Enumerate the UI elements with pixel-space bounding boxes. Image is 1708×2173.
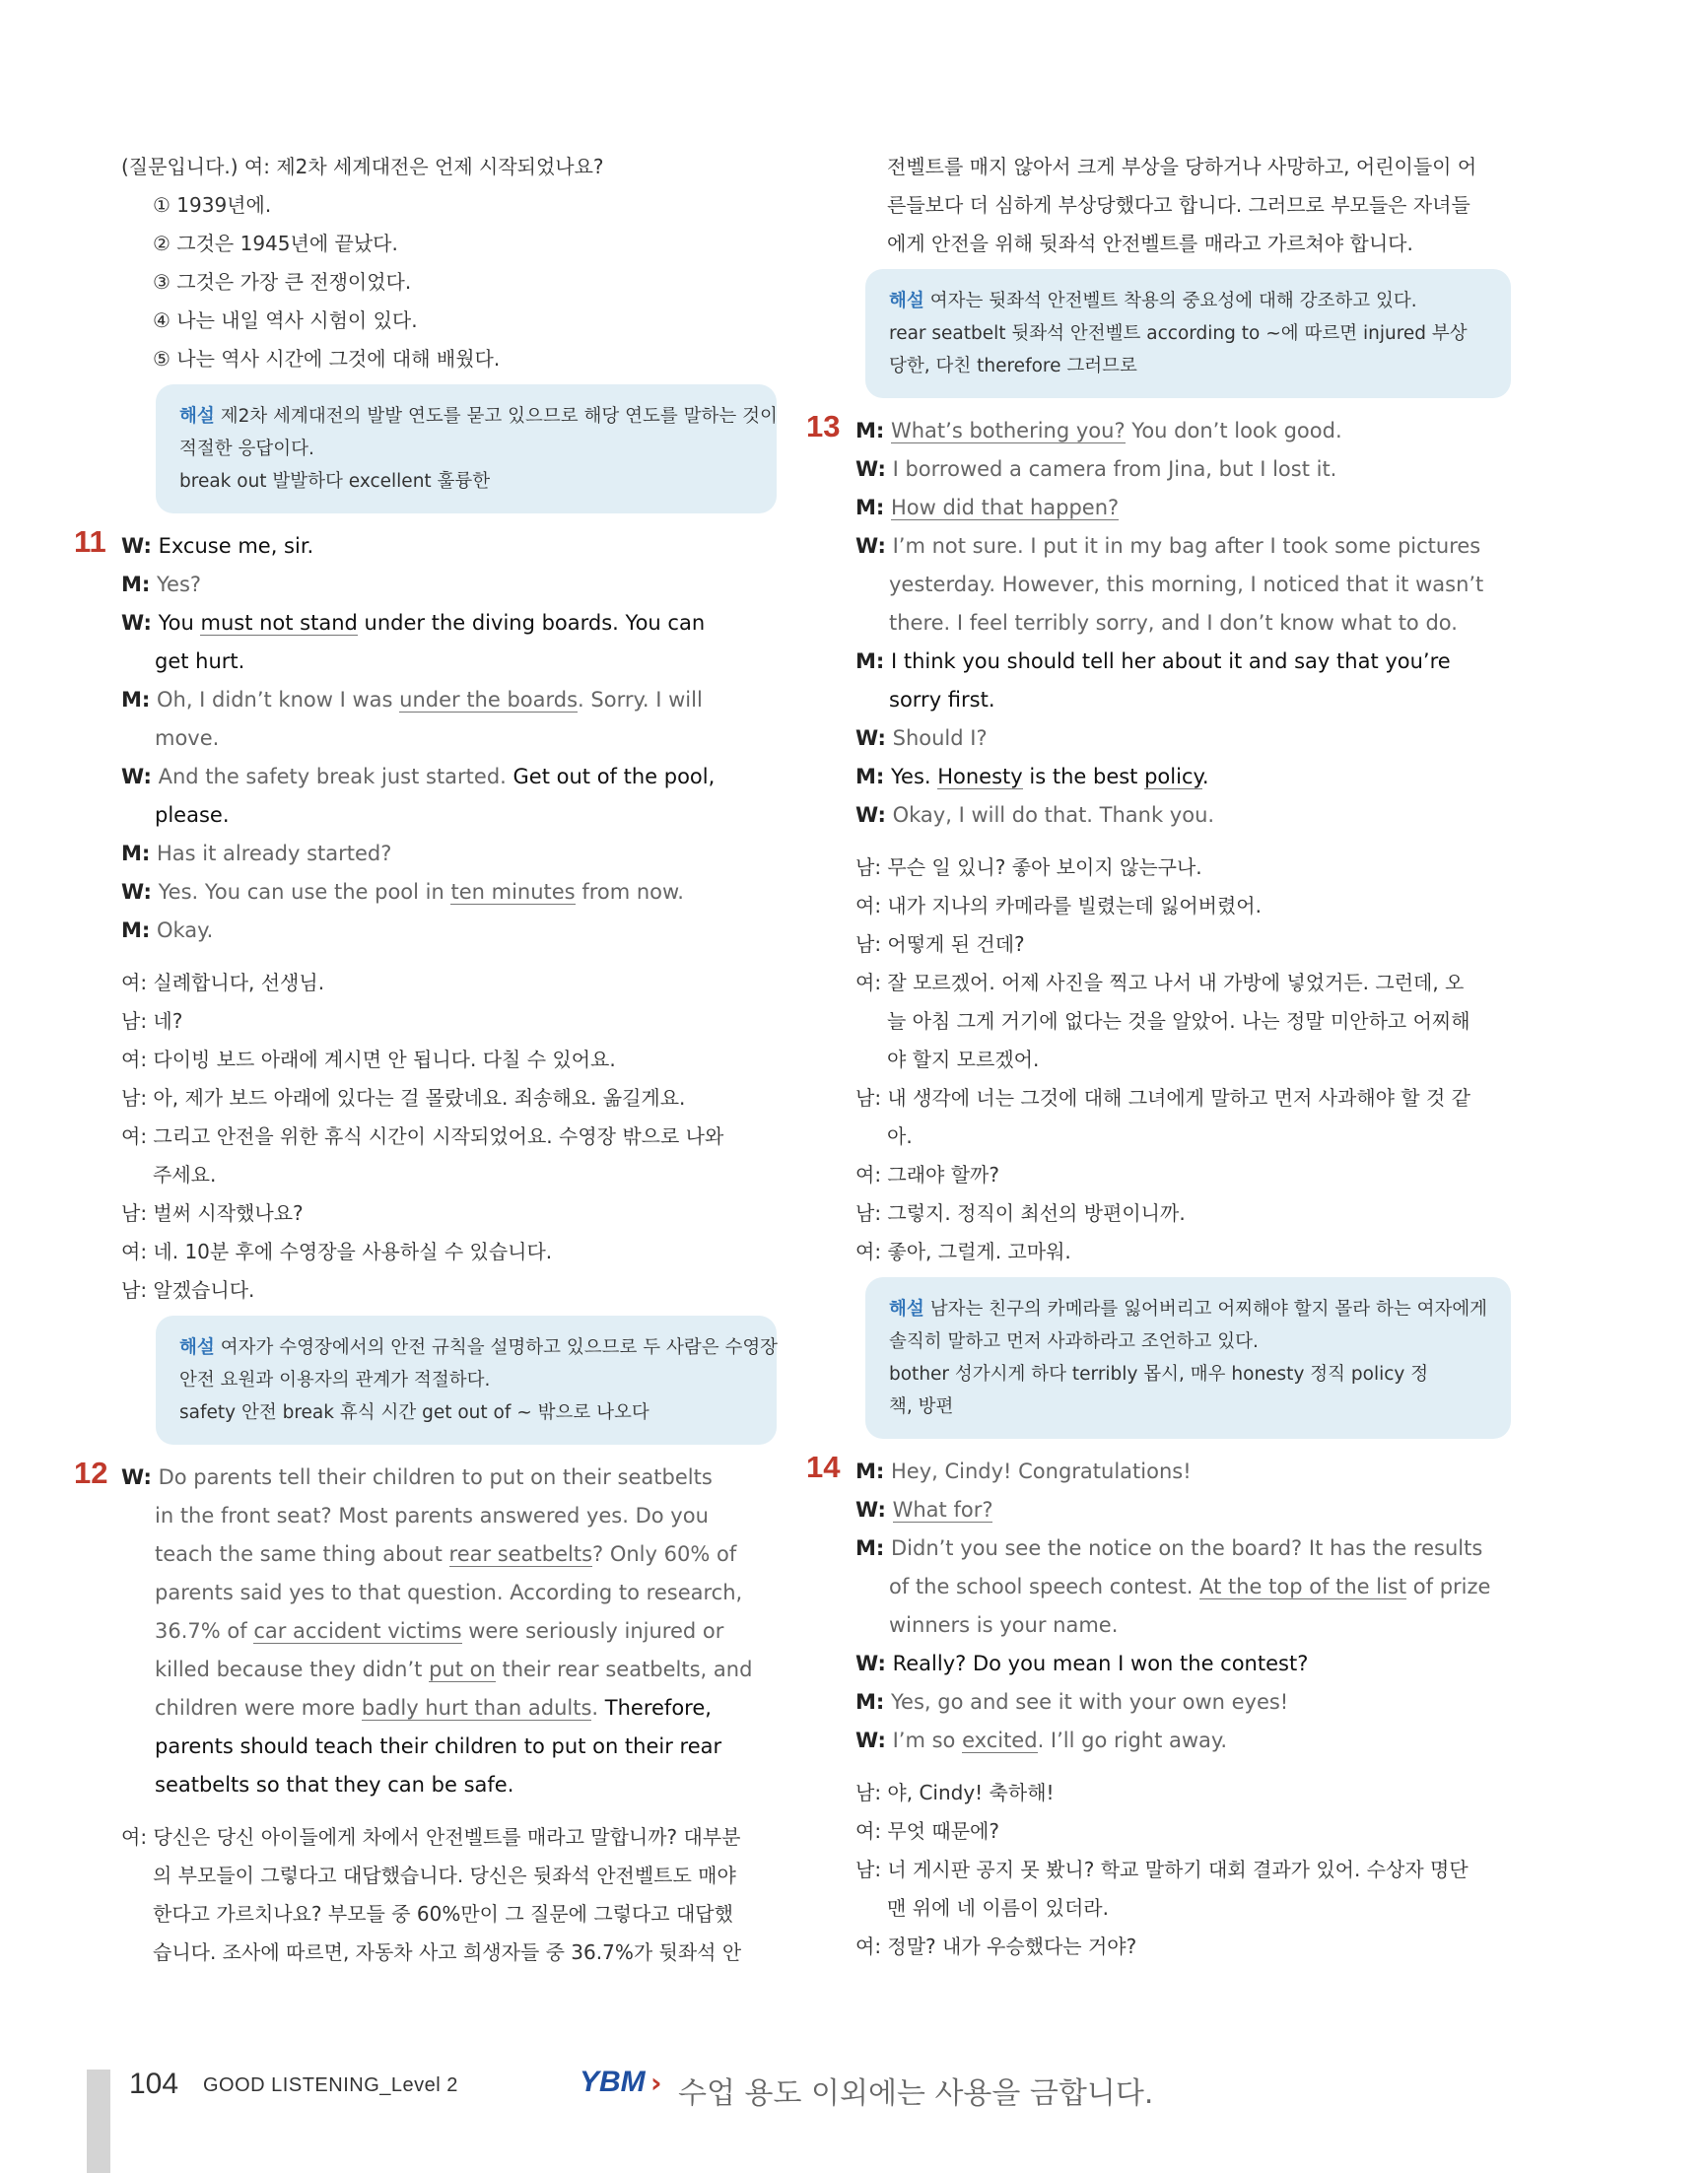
speaker: W: [855, 1652, 886, 1675]
underlined-phrase: must not stand [200, 611, 358, 635]
q14-block [806, 1450, 1511, 1760]
dialogue-text: . I’ll go right away. [1037, 1729, 1228, 1752]
question-number-14: 14 [806, 1450, 841, 1484]
q11-explanation-box [156, 1316, 777, 1445]
explanation-text: 남자는 친구의 카메라를 잃어버리고 어찌해야 할지 몰라 하는 여자에게 [929, 1299, 1488, 1320]
translation-line: 여: 정말? 내가 우승했다는 거야? [855, 1935, 1137, 1958]
underlined-phrase: policy [1144, 765, 1202, 788]
dialogue-text: winners is your name. [889, 1613, 1119, 1637]
q13-block [806, 409, 1511, 835]
explanation-text: 안전 요원과 이용자의 관계가 적절하다. [179, 1370, 491, 1391]
question-number-11: 11 [74, 524, 106, 559]
usage-notice: 수업 용도 이외에는 사용을 금합니다. [678, 2076, 1154, 2111]
vocab-text: safety 안전 break 휴식 시간 get out of ~ 밖으로 나오다 [179, 1402, 649, 1423]
translation-line: 여: 다이빙 보드 아래에 계시면 안 됩니다. 다칠 수 있어요. [121, 1048, 616, 1071]
chevron-right-icon: › [650, 2067, 662, 2099]
explanation-text: 여자가 수영장에서의 안전 규칙을 설명하고 있으므로 두 사람은 수영장 [220, 1337, 779, 1358]
translation-line: 여: 그리고 안전을 위한 휴식 시간이 시작되었어요. 수영장 밖으로 나와 [121, 1124, 724, 1148]
translation-line: 남: 그렇지. 정직이 최선의 방편이니까. [855, 1201, 1186, 1225]
dialogue-text: I’m so [892, 1729, 963, 1752]
dialogue-text: move. [155, 726, 220, 750]
speaker: M: [855, 1460, 885, 1483]
vocab-text: break out 발발하다 excellent 훌륭한 [179, 471, 491, 492]
speaker: M: [121, 918, 151, 942]
explanation-label: 해설 [889, 1299, 924, 1320]
speaker: W: [121, 880, 152, 904]
q10-choice-4: ④ 나는 내일 역사 시험이 있다. [153, 308, 418, 332]
dialogue-text: their rear seatbelts, and [495, 1658, 753, 1681]
dialogue-text: from now. [575, 880, 684, 904]
q12-explanation-box [865, 269, 1511, 398]
translation-line: 남: 너 게시판 공지 못 봤니? 학교 말하기 대회 결과가 있어. 수상자 명단 [855, 1858, 1469, 1881]
translation-line: 한다고 가르치나요? 부모들 중 60%만이 그 질문에 그렇다고 대답했 [153, 1902, 733, 1926]
speaker: W: [121, 611, 152, 635]
translation-line: 습니다. 조사에 따르면, 자동차 사고 희생자들 중 36.7%가 뒷좌석 안 [153, 1940, 742, 1964]
translation-line: 여: 네. 10분 후에 수영장을 사용하실 수 있습니다. [121, 1240, 553, 1263]
dialogue-text: 36.7% of [155, 1619, 254, 1643]
translation-line: 야 할지 모르겠어. [887, 1048, 1040, 1071]
dialogue-text: seatbelts so that they can be safe. [155, 1773, 514, 1797]
page-number: 104 [129, 2068, 179, 2100]
speaker: W: [855, 1729, 886, 1752]
footer-side-bar [87, 2070, 110, 2173]
translation-line: 주세요. [153, 1163, 217, 1187]
dialogue-text: teach the same thing about [155, 1542, 449, 1566]
translation-line: 늘 아침 그게 거기에 없다는 것을 알았어. 나는 정말 미안하고 어찌해 [887, 1009, 1470, 1033]
underlined-phrase: put on [429, 1658, 496, 1681]
dialogue-text: . Sorry. I will [578, 688, 703, 712]
underlined-phrase: At the top of the list [1199, 1575, 1407, 1598]
translation-line: 남: 내 생각에 너는 그것에 대해 그녀에게 말하고 먼저 사과해야 할 것 같 [855, 1086, 1470, 1110]
translation-line: 에게 안전을 위해 뒷좌석 안전벨트를 매라고 가르쳐야 합니다. [887, 232, 1413, 255]
underlined-phrase: car accident victims [253, 1619, 462, 1643]
brand-logo: YBM [580, 2066, 646, 2098]
dialogue-text: of the school speech contest. [889, 1575, 1200, 1598]
dialogue-text: Has it already started? [156, 842, 392, 865]
speaker: W: [855, 457, 886, 481]
dialogue-text: were seriously injured or [461, 1619, 724, 1643]
speaker: M: [855, 1690, 885, 1714]
dialogue-text: children were more [155, 1696, 362, 1720]
vocab-text: bother 성가시게 하다 terribly 몹시, 매우 honesty 정직 policy 정 [889, 1364, 1429, 1385]
speaker: W: [121, 765, 152, 788]
explanation-text: 솔직히 말하고 먼저 사과하라고 조언하고 있다. [889, 1331, 1259, 1352]
speaker: M: [855, 496, 885, 519]
question-number-12: 12 [74, 1456, 108, 1490]
dialogue-text: Okay, I will do that. Thank you. [892, 803, 1215, 827]
left-column [74, 148, 779, 1972]
speaker: M: [855, 419, 885, 442]
speaker: W: [855, 534, 886, 558]
speaker: M: [121, 842, 151, 865]
dialogue-text: Do parents tell their children to put on their seatbelts [158, 1465, 713, 1489]
dialogue-text: Hey, Cindy! Congratulations! [890, 1460, 1192, 1483]
speaker: M: [121, 688, 151, 712]
translation-line: 남: 아, 제가 보드 아래에 있다는 걸 몰랐네요. 죄송해요. 옮길게요. [121, 1086, 686, 1110]
dialogue-text: please. [155, 803, 230, 827]
dialogue-text: Yes? [156, 573, 202, 596]
underlined-phrase: badly hurt than adults [361, 1696, 592, 1720]
dialogue-text: get hurt. [155, 649, 245, 673]
dialogue-text: in the front seat? Most parents answered yes. Do you [155, 1504, 709, 1528]
translation-line: 남: 야, Cindy! 축하해! [855, 1781, 1055, 1804]
q10-choice-2: ② 그것은 1945년에 끝났다. [153, 232, 398, 255]
vocab-text: 당한, 다친 therefore 그러므로 [889, 356, 1137, 376]
explanation-label: 해설 [179, 406, 215, 427]
dialogue-text: Oh, I didn’t know I was [156, 688, 400, 712]
dialogue-text: I’m not sure. I put it in my bag after I took some pictures [892, 534, 1481, 558]
speaker: M: [855, 649, 885, 673]
translation-line: 아. [887, 1124, 913, 1148]
q10-question: (질문입니다.) 여: 제2차 세계대전은 언제 시작되었나요? [121, 155, 604, 178]
dialogue-text: sorry first. [889, 688, 995, 712]
q10-choice-3: ③ 그것은 가장 큰 전쟁이었다. [153, 270, 412, 294]
dialogue-text: ? Only 60% of [592, 1542, 737, 1566]
q10-choice-1: ① 1939년에. [153, 193, 272, 217]
translation-line: 남: 벌써 시작했나요? [121, 1201, 304, 1225]
translation-line: 여: 당신은 당신 아이들에게 차에서 안전벨트를 매라고 말합니까? 대부분 [121, 1825, 741, 1849]
dialogue-text: Yes. You can use the pool in [158, 880, 451, 904]
translation-line: 른들보다 더 심하게 부상당했다고 합니다. 그러므로 부모들은 자녀들 [887, 193, 1470, 217]
dialogue-text: parents said yes to that question. According to research, [155, 1581, 743, 1604]
underlined-phrase: What’s bothering you? [890, 419, 1126, 442]
explanation-text: 제2차 세계대전의 발발 연도를 묻고 있으므로 해당 연도를 말하는 것이 [220, 406, 778, 427]
translation-line: 여: 잘 모르겠어. 어제 사진을 찍고 나서 내 가방에 넣었거든. 그런데, 오 [855, 971, 1465, 994]
dialogue-text: Okay. [156, 918, 214, 942]
dialogue-text: You don’t look good. [1125, 419, 1342, 442]
q10-explanation-box [156, 384, 777, 513]
dialogue-text: I think you should tell her about it and say that you’re [890, 649, 1451, 673]
dialogue-text: killed because they didn’t [155, 1658, 430, 1681]
dialogue-text: under the diving boards. You can [357, 611, 706, 635]
explanation-label: 해설 [889, 291, 924, 311]
dialogue-text: parents should teach their children to put on their rear [155, 1734, 722, 1758]
translation-line: 남: 무슨 일 있니? 좋아 보이지 않는구나. [855, 855, 1202, 879]
explanation-text: 적절한 응답이다. [179, 439, 314, 459]
dialogue-text: Should I? [892, 726, 988, 750]
q11-block [74, 524, 777, 950]
vocab-text: 책, 방편 [889, 1396, 954, 1417]
speaker: W: [121, 534, 152, 558]
underlined-phrase: excited [962, 1729, 1038, 1752]
dialogue-text: And the safety break just started. [158, 765, 513, 788]
underlined-phrase: How did that happen? [890, 496, 1120, 519]
dialogue-text: of prize [1406, 1575, 1491, 1598]
translation-line: 여: 무엇 때문에? [855, 1819, 999, 1843]
translation-line: 맨 위에 네 이름이 있더라. [887, 1896, 1109, 1920]
translation-line: 남: 네? [121, 1009, 183, 1033]
translation-line: 의 부모들이 그렇다고 대답했습니다. 당신은 뒷좌석 안전벨트도 매야 [153, 1864, 736, 1887]
question-number-13: 13 [806, 409, 841, 443]
translation-line: 남: 알겠습니다. [121, 1278, 255, 1302]
dialogue-text: yesterday. However, this morning, I noticed that it wasn’t [889, 573, 1484, 596]
underlined-phrase: under the boards [399, 688, 579, 712]
vocab-text: rear seatbelt 뒷좌석 안전벨트 according to ~에 따르면 injured 부상 [889, 323, 1468, 344]
translation-line: 전벨트를 매지 않아서 크게 부상을 당하거나 사망하고, 어린이들이 어 [887, 155, 1477, 178]
explanation-label: 해설 [179, 1337, 215, 1358]
dialogue-text: . [591, 1696, 605, 1720]
speaker: M: [855, 765, 885, 788]
q10-choice-5: ⑤ 나는 역사 시간에 그것에 대해 배웠다. [153, 347, 501, 371]
dialogue-text: Yes, go and see it with your own eyes! [890, 1690, 1289, 1714]
speaker: W: [855, 803, 886, 827]
book-title: GOOD LISTENING_Level 2 [203, 2074, 458, 2096]
dialogue-text: Therefore, [604, 1696, 712, 1720]
right-column [806, 148, 1511, 1966]
dialogue-text: . [1201, 765, 1209, 788]
dialogue-text: You [158, 611, 201, 635]
q13-explanation-box [865, 1277, 1511, 1439]
translation-line: 여: 내가 지나의 카메라를 빌렸는데 잃어버렸어. [855, 894, 1262, 917]
speaker: W: [121, 1465, 152, 1489]
translation-line: 여: 실례합니다, 선생님. [121, 971, 325, 994]
dialogue-text: Excuse me, sir. [158, 534, 314, 558]
dialogue-text: is the best [1022, 765, 1145, 788]
translation-line: 남: 어떻게 된 건데? [855, 932, 1025, 956]
speaker: W: [855, 726, 886, 750]
dialogue-text: there. I feel terribly sorry, and I don’t know what to do. [889, 611, 1458, 635]
translation-line: 여: 그래야 할까? [855, 1163, 999, 1187]
dialogue-text: I borrowed a camera from Jina, but I lost it. [892, 457, 1337, 481]
translation-line: 여: 좋아, 그럴게. 고마워. [855, 1240, 1071, 1263]
dialogue-text: Didn’t you see the notice on the board? It has the results [890, 1536, 1483, 1560]
dialogue-text: Really? Do you mean I won the contest? [892, 1652, 1309, 1675]
underlined-phrase: ten minutes [450, 880, 576, 904]
explanation-text: 여자는 뒷좌석 안전벨트 착용의 중요성에 대해 강조하고 있다. [929, 291, 1417, 311]
underlined-phrase: What for? [892, 1498, 993, 1522]
underlined-phrase: rear seatbelts [448, 1542, 593, 1566]
underlined-phrase: Honesty [937, 765, 1023, 788]
dialogue-text: Yes. [890, 765, 938, 788]
dialogue-text: Get out of the pool, [512, 765, 716, 788]
speaker: M: [121, 573, 151, 596]
speaker: M: [855, 1536, 885, 1560]
q12-block [74, 1456, 777, 1804]
speaker: W: [855, 1498, 886, 1522]
